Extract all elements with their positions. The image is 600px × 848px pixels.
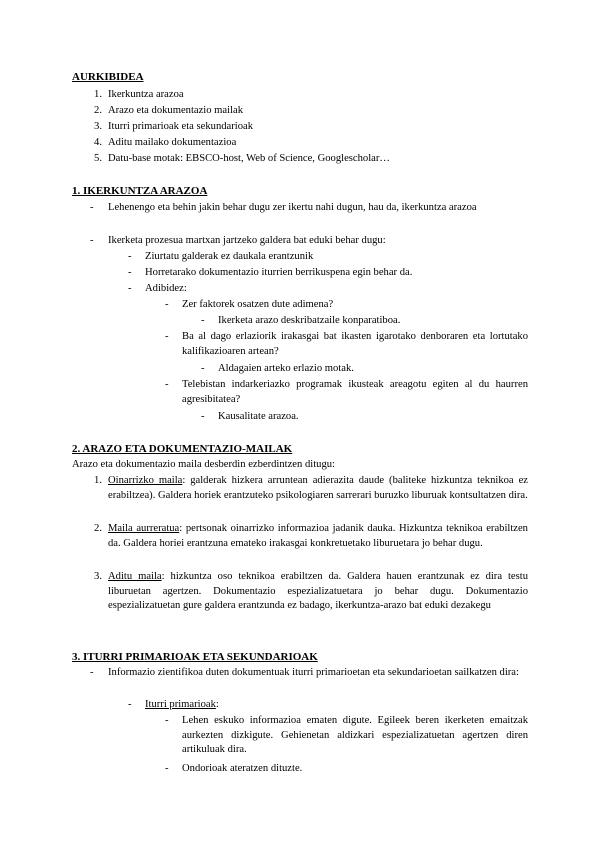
index-item: Arazo eta dokumentazio mailak (108, 105, 244, 116)
s3-bullet-1: Informazio zientifikoa duten dokumentuak iturri primarioetan eta sekundarioetan sailkatzen dira: (108, 667, 519, 678)
s2-item-1 (108, 474, 528, 503)
bullet-dash: - (128, 251, 132, 262)
bullet-dash: - (165, 379, 169, 390)
s2-item-term: Oinarrizko maila (108, 475, 183, 486)
index-item: Ikerkuntza arazoa (108, 89, 184, 100)
s2-item-text: : pertsonak oinarrizko informazioa jadanik dauka. Hizkuntza teknikoa erabiltzen da. Galdera horiei erantzuna emateko irakasgai konkretuetako liburuetara jo behar dugu. (108, 523, 528, 549)
s3-primary-term: Iturri primarioak (145, 699, 216, 710)
bullet-dash: - (128, 283, 132, 294)
s3-primary-sources (145, 698, 219, 713)
index-number: 4. (94, 137, 102, 148)
index-title: AURKIBIDEA (72, 71, 144, 83)
bullet-dash: - (128, 699, 132, 710)
bullet-dash: - (165, 331, 169, 342)
s2-item-term: Maila aurreratua (108, 523, 180, 534)
s1-example-3-type: Kausalitate arazoa. (218, 411, 299, 422)
bullet-dash: - (90, 667, 94, 678)
bullet-dash: - (201, 411, 205, 422)
s1-example-3: Telebistan indarkeriazko programak ikusteak areagotu egiten al du haurren agresibitatea? (182, 379, 528, 405)
bullet-dash: - (201, 363, 205, 374)
s1-sub-1: Ziurtatu galderak ez daukala erantzunik (145, 251, 314, 262)
s2-intro: Arazo eta dokumentazio maila desberdin ezberdintzen ditugu: (72, 459, 335, 470)
s1-example-1-type: Ikerketa arazo deskribatzaile konparatiboa. (218, 315, 401, 326)
bullet-dash: - (128, 267, 132, 278)
bullet-dash: - (90, 202, 94, 213)
s3-primary-desc-1: Lehen eskuko informazioa ematen digute. Egileek beren ikerketen emaitzak aurkezten dizkigute. Gehienetan aldizkari espezializatuetan agertzen diren artikuluak dira. (182, 715, 528, 755)
s1-sub-3: Adibidez: (145, 283, 187, 294)
bullet-dash: - (90, 235, 94, 246)
index-number: 2. (94, 105, 102, 116)
s2-number: 3. (94, 571, 102, 582)
index-item: Iturri primarioak eta sekundarioak (108, 121, 254, 132)
s1-example-2-type: Aldagaien arteko erlazio motak. (218, 363, 354, 374)
s1-bullet-2: Ikerketa prozesua martxan jartzeko galdera bat eduki behar dugu: (108, 235, 386, 246)
index-item: Datu-base motak: EBSCO-host, Web of Science, Googlescholar… (108, 153, 390, 164)
index-number: 3. (94, 121, 102, 132)
s3-primary-desc-2: Ondorioak ateratzen dituzte. (182, 763, 303, 774)
bullet-dash: - (165, 715, 169, 726)
s1-example-1: Zer faktorek osatzen dute adimena? (182, 299, 334, 310)
s3-primary-colon: : (215, 699, 219, 710)
s2-item-term: Aditu maila (108, 571, 162, 582)
s1-example-2: Ba al dago erlaziorik irakasgai bat ikasten igarotako denboraren eta lortutako kalifikazioaren artean? (182, 331, 528, 357)
s1-bullet-1: Lehenengo eta behin jakin behar dugu zer ikertu nahi dugun, hau da, ikerkuntza arazoa (108, 202, 477, 213)
index-number: 1. (94, 89, 102, 100)
s1-sub-2: Horretarako dokumentazio iturrien berrikuspena egin behar da. (145, 267, 413, 278)
s2-item-text: : hizkuntza oso teknikoa erabiltzen da. Galdera hauen erantzunak ez dira testu liburuetan agertzen. Dokumentazio espezializatuetara jo behar dugu. Dokumentazio espezializatuetan gure galdera erantzunda ez badago, ikerkuntza-arazo bat eduki dezakegu (108, 571, 529, 611)
bullet-dash: - (165, 299, 169, 310)
s2-number: 1. (94, 475, 102, 486)
s2-number: 2. (94, 523, 102, 534)
bullet-dash: - (201, 315, 205, 326)
s2-item-3 (108, 570, 528, 614)
section-3-title: 3. ITURRI PRIMARIOAK ETA SEKUNDARIOAK (72, 651, 318, 663)
index-number: 5. (94, 153, 102, 164)
bullet-dash: - (165, 763, 169, 774)
s2-item-2 (108, 522, 528, 551)
s2-item-text: : galderak hizkera arruntean adierazita daude (baliteke hizkuntza teknikoa ez erabiltzea). Galdera horiek erantzuteko psikologiaren sarrerari buruzko liburuak kontsultatzen dira. (108, 475, 528, 501)
section-1-title: 1. IKERKUNTZA ARAZOA (72, 185, 208, 197)
section-2-title: 2. ARAZO ETA DOKUMENTAZIO-MAILAK (72, 443, 293, 455)
index-item: Aditu mailako dokumentazioa (108, 137, 237, 148)
